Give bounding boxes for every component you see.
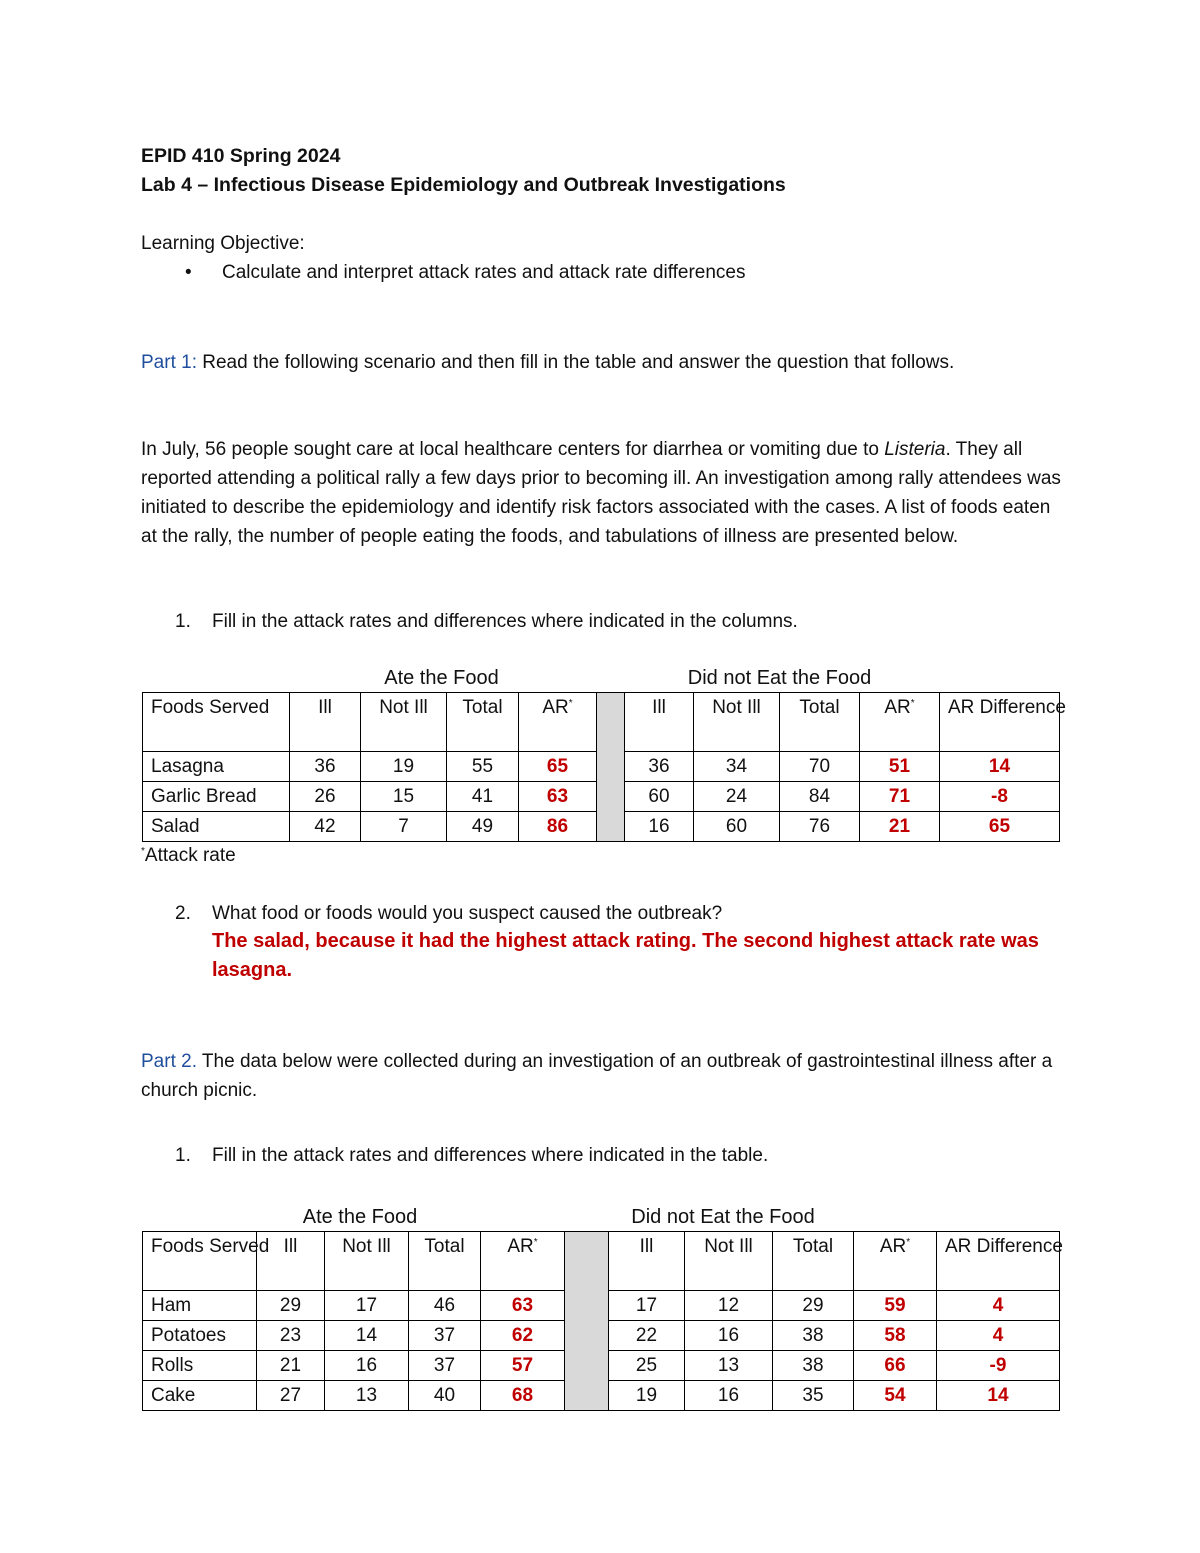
col-not-ill: Not Ill bbox=[361, 693, 447, 752]
not-ill-cell: 36 bbox=[625, 752, 694, 782]
not-ill-cell: 22 bbox=[609, 1321, 685, 1351]
ate-not-ill-cell: 14 bbox=[325, 1321, 409, 1351]
col-ill-not-eat: Ill bbox=[609, 1232, 685, 1291]
col-total: Total bbox=[409, 1232, 481, 1291]
not-ill-cell: 16 bbox=[625, 812, 694, 842]
objective-text: Calculate and interpret attack rates and attack rate differences bbox=[222, 262, 746, 283]
col-ill-not-eat: Ill bbox=[625, 693, 694, 752]
ate-not-ill-cell: 19 bbox=[361, 752, 447, 782]
not-not-ill-cell: 12 bbox=[685, 1291, 773, 1321]
col-not-ill: Not Ill bbox=[325, 1232, 409, 1291]
ate-total-cell: 37 bbox=[409, 1351, 481, 1381]
part1-scenario bbox=[141, 435, 1071, 551]
food-cell: Potatoes bbox=[143, 1321, 257, 1351]
ate-not-ill-cell: 7 bbox=[361, 812, 447, 842]
ate-ar-cell: 57 bbox=[481, 1351, 565, 1381]
not-ar-cell: 71 bbox=[860, 782, 940, 812]
not-ar-cell: 66 bbox=[854, 1351, 937, 1381]
not-ar-cell: 59 bbox=[854, 1291, 937, 1321]
not-not-ill-cell: 13 bbox=[685, 1351, 773, 1381]
objectives-heading: Learning Objective: bbox=[141, 233, 305, 254]
course-title: EPID 410 Spring 2024 bbox=[141, 145, 341, 167]
ate-ar-cell: 65 bbox=[519, 752, 597, 782]
not-ill-cell: 25 bbox=[609, 1351, 685, 1381]
ate-ill-cell: 36 bbox=[290, 752, 361, 782]
not-total-cell: 76 bbox=[780, 812, 860, 842]
ate-total-cell: 55 bbox=[447, 752, 519, 782]
col-foods-served: Foods Served bbox=[143, 693, 290, 752]
part1-intro-text: Read the following scenario and then fill in the table and answer the question that follows. bbox=[196, 352, 955, 373]
food-cell: Lasagna bbox=[143, 752, 290, 782]
not-not-ill-cell: 24 bbox=[694, 782, 780, 812]
food-cell: Cake bbox=[143, 1381, 257, 1411]
question-text: Fill in the attack rates and differences where indicated in the table. bbox=[212, 1145, 769, 1166]
ate-ill-cell: 29 bbox=[257, 1291, 325, 1321]
question-text: What food or foods would you suspect caused the outbreak? bbox=[212, 903, 723, 924]
ate-ar-cell: 63 bbox=[481, 1291, 565, 1321]
ar-diff-cell: 14 bbox=[940, 752, 1060, 782]
col-ar: AR* bbox=[481, 1232, 565, 1291]
ate-not-ill-cell: 13 bbox=[325, 1381, 409, 1411]
lab-title: Lab 4 – Infectious Disease Epidemiology and Outbreak Investigations bbox=[141, 174, 786, 196]
not-ill-cell: 60 bbox=[625, 782, 694, 812]
ate-ill-cell: 23 bbox=[257, 1321, 325, 1351]
ate-total-cell: 41 bbox=[447, 782, 519, 812]
ate-total-cell: 40 bbox=[409, 1381, 481, 1411]
table1-footnote bbox=[141, 841, 236, 870]
table-separator bbox=[597, 693, 625, 842]
part1-label: Part 1: bbox=[141, 352, 197, 373]
question-number: 1. bbox=[175, 1145, 191, 1166]
not-ar-cell: 54 bbox=[854, 1381, 937, 1411]
scenario-text-a: In July, 56 people sought care at local healthcare centers for diarrhea or vomiting due to bbox=[141, 439, 885, 460]
not-ill-cell: 17 bbox=[609, 1291, 685, 1321]
ate-ar-cell: 62 bbox=[481, 1321, 565, 1351]
food-cell: Ham bbox=[143, 1291, 257, 1321]
col-ar-not-eat: AR* bbox=[854, 1232, 937, 1291]
col-not-ill-not-eat: Not Ill bbox=[694, 693, 780, 752]
col-ill: Ill bbox=[257, 1232, 325, 1291]
col-ill: Ill bbox=[290, 693, 361, 752]
question-number: 1. bbox=[175, 611, 191, 632]
food-cell: Garlic Bread bbox=[143, 782, 290, 812]
ate-total-cell: 49 bbox=[447, 812, 519, 842]
not-ill-cell: 19 bbox=[609, 1381, 685, 1411]
col-ar-not-eat: AR* bbox=[860, 693, 940, 752]
attack-rate-table-2 bbox=[142, 1231, 1063, 1411]
ate-ar-cell: 86 bbox=[519, 812, 597, 842]
footnote-text: Attack rate bbox=[144, 845, 236, 866]
question-text: Fill in the attack rates and differences where indicated in the columns. bbox=[212, 611, 798, 632]
not-total-cell: 38 bbox=[773, 1351, 854, 1381]
ar-diff-cell: -9 bbox=[937, 1351, 1060, 1381]
not-ar-cell: 21 bbox=[860, 812, 940, 842]
ar-diff-cell: 65 bbox=[940, 812, 1060, 842]
attack-rate-table-1 bbox=[142, 692, 1066, 842]
not-total-cell: 70 bbox=[780, 752, 860, 782]
not-total-cell: 84 bbox=[780, 782, 860, 812]
not-not-ill-cell: 34 bbox=[694, 752, 780, 782]
ate-ill-cell: 42 bbox=[290, 812, 361, 842]
table-separator bbox=[565, 1232, 609, 1411]
bullet-icon: • bbox=[185, 262, 192, 283]
not-total-cell: 38 bbox=[773, 1321, 854, 1351]
ar-diff-cell: 14 bbox=[937, 1381, 1060, 1411]
ate-not-ill-cell: 16 bbox=[325, 1351, 409, 1381]
ate-not-ill-cell: 17 bbox=[325, 1291, 409, 1321]
scenario-italic: Listeria bbox=[884, 439, 946, 460]
ate-total-cell: 37 bbox=[409, 1321, 481, 1351]
col-not-ill-not-eat: Not Ill bbox=[685, 1232, 773, 1291]
table1-group-ate: Ate the Food bbox=[384, 667, 499, 689]
not-not-ill-cell: 60 bbox=[694, 812, 780, 842]
ate-ar-cell: 68 bbox=[481, 1381, 565, 1411]
ate-ill-cell: 27 bbox=[257, 1381, 325, 1411]
scenario-text-b: . They all reported attending a political rally a few days prior to becoming ill. An investigation among rally attendees was initiated to describe the epidemiology and identify risk factors associated with the cases. A list of foods eaten at the rally, the number of people eating the foods, and tabulations of illness are presented below. bbox=[141, 439, 1061, 547]
food-cell: Rolls bbox=[143, 1351, 257, 1381]
table-header-row bbox=[143, 693, 1060, 752]
table-header-row bbox=[143, 1232, 1060, 1291]
footnote-mark: * bbox=[141, 846, 145, 857]
col-ar: AR* bbox=[519, 693, 597, 752]
col-total: Total bbox=[447, 693, 519, 752]
not-not-ill-cell: 16 bbox=[685, 1321, 773, 1351]
not-not-ill-cell: 16 bbox=[685, 1381, 773, 1411]
ar-diff-cell: 4 bbox=[937, 1291, 1060, 1321]
not-total-cell: 35 bbox=[773, 1381, 854, 1411]
col-ar-difference: AR Difference bbox=[940, 693, 1060, 752]
table1-group-not: Did not Eat the Food bbox=[687, 667, 872, 689]
ate-ill-cell: 21 bbox=[257, 1351, 325, 1381]
part2-intro bbox=[141, 1047, 1071, 1105]
col-total-not-eat: Total bbox=[773, 1232, 854, 1291]
ate-not-ill-cell: 15 bbox=[361, 782, 447, 812]
not-ar-cell: 51 bbox=[860, 752, 940, 782]
part1-answer: The salad, because it had the highest attack rating. The second highest attack rate was lasagna. bbox=[212, 930, 1039, 981]
food-cell: Salad bbox=[143, 812, 290, 842]
col-foods-served: Foods Served bbox=[143, 1232, 257, 1291]
not-ar-cell: 58 bbox=[854, 1321, 937, 1351]
col-total-not-eat: Total bbox=[780, 693, 860, 752]
part1-intro bbox=[141, 348, 1071, 377]
col-ar-difference: AR Difference bbox=[937, 1232, 1060, 1291]
part2-intro-text: The data below were collected during an investigation of an outbreak of gastrointestinal illness after a church picnic. bbox=[141, 1051, 1053, 1101]
ate-ill-cell: 26 bbox=[290, 782, 361, 812]
not-total-cell: 29 bbox=[773, 1291, 854, 1321]
ate-total-cell: 46 bbox=[409, 1291, 481, 1321]
table2-group-not: Did not Eat the Food bbox=[631, 1206, 815, 1228]
ar-diff-cell: -8 bbox=[940, 782, 1060, 812]
table2-group-ate: Ate the Food bbox=[302, 1206, 418, 1228]
ate-ar-cell: 63 bbox=[519, 782, 597, 812]
ar-diff-cell: 4 bbox=[937, 1321, 1060, 1351]
part2-label: Part 2. bbox=[141, 1051, 197, 1072]
question-number: 2. bbox=[175, 903, 191, 924]
